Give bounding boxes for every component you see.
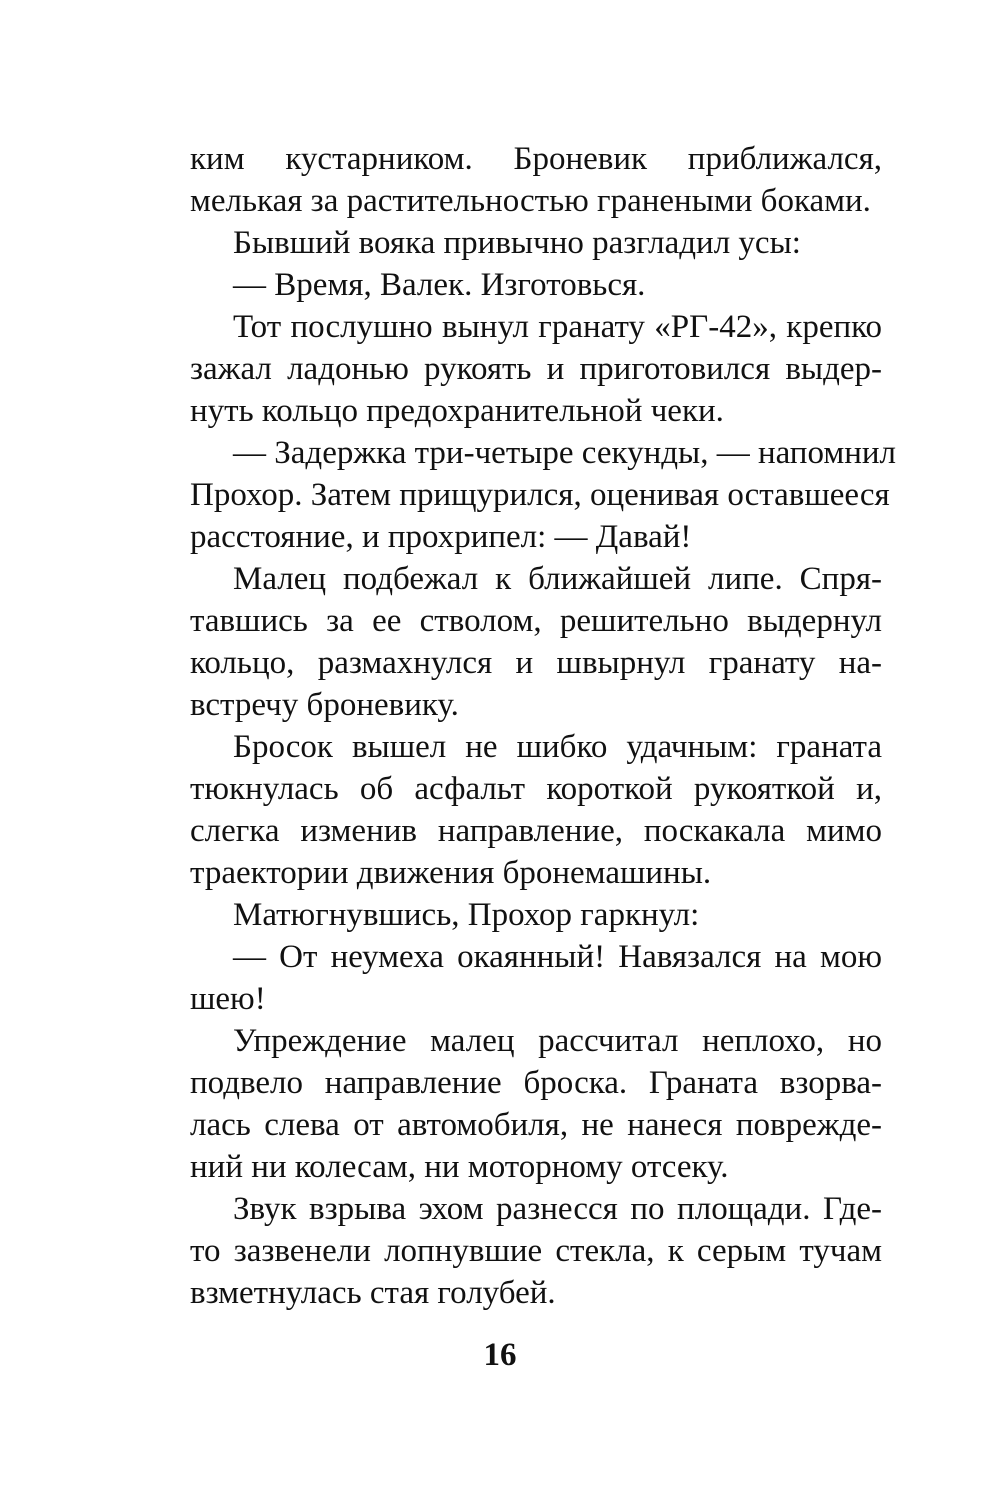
text-line: Прохор. Затем прищурился, оценивая оставшееся: [190, 477, 890, 513]
text-line: Тот послушно вынул гранату «РГ-42», крепко: [233, 309, 882, 345]
text-line: то зазвенели лопнувшие стекла, к серым тучам: [190, 1233, 882, 1269]
text-line: Малец подбежал к ближайшей липе. Спря-: [233, 561, 882, 597]
text-line: шею!: [190, 981, 266, 1017]
text-line: зажал ладонью рукоять и приготовился выдер-: [190, 351, 882, 387]
text-line: — От неумеха окаянный! Навязался на мою: [233, 939, 882, 975]
text-line: траектории движения бронемашины.: [190, 855, 712, 891]
text-line: расстояние, и прохрипел: — Давай!: [190, 519, 692, 555]
text-line: тюкнулась об асфальт короткой рукояткой и,: [190, 771, 882, 807]
text-line: Звук взрыва эхом разнесся по площади. Где-: [233, 1191, 882, 1227]
page-number: 16: [483, 1337, 517, 1373]
text-line: лась слева от автомобиля, не нанеся поврежде-: [190, 1107, 882, 1143]
text-line: Бывший вояка привычно разгладил усы:: [233, 225, 801, 261]
text-line: ким кустарником. Броневик приближался,: [190, 141, 882, 177]
text-line: — Задержка три-четыре секунды, — напомнил: [233, 435, 897, 471]
text-line: — Время, Валек. Изготовься.: [233, 267, 646, 303]
text-line: мелькая за растительностью гранеными боками.: [190, 183, 871, 219]
text-line: нуть кольцо предохранительной чеки.: [190, 393, 724, 429]
text-line: встречу броневику.: [190, 687, 459, 723]
text-line: кольцо, размахнулся и швырнул гранату на-: [190, 645, 882, 681]
text-line: Бросок вышел не шибко удачным: граната: [233, 729, 882, 765]
text-line: Упреждение малец рассчитал неплохо, но: [233, 1023, 882, 1059]
text-line: взметнулась стая голубей.: [190, 1275, 556, 1311]
text-line: подвело направление броска. Граната взорва-: [190, 1065, 882, 1101]
text-line: Матюгнувшись, Прохор гаркнул:: [233, 897, 700, 933]
text-line: ний ни колесам, ни моторному отсеку.: [190, 1149, 729, 1185]
text-line: слегка изменив направление, поскакала мимо: [190, 813, 882, 849]
text-line: тавшись за ее стволом, решительно выдернул: [190, 603, 882, 639]
